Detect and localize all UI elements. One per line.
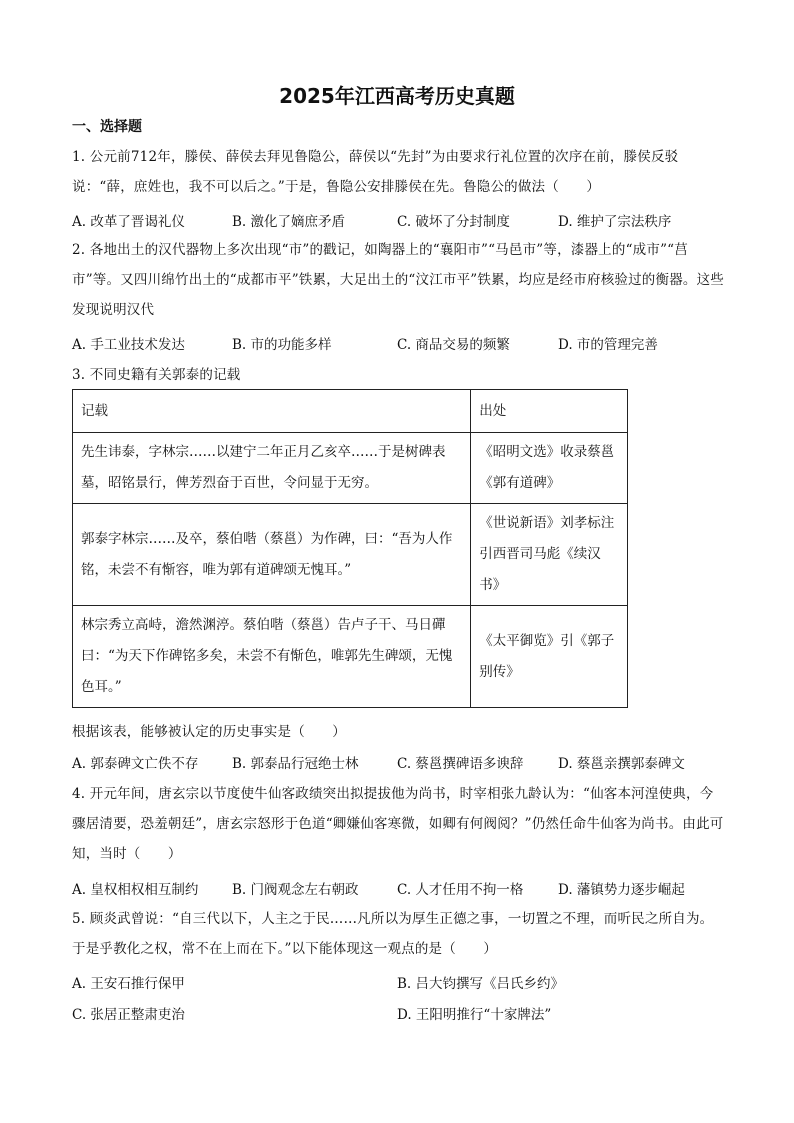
- question-1-stem: 1. 公元前712年，滕侯、薛侯去拜见鲁隐公，薛侯以“先封”为由要求行礼位置的次序在前，滕侯反驳说：“薛，庶姓也，我不可以后之。”于是，鲁隐公安排滕侯在先。鲁隐公的做法（ ）: [72, 149, 679, 195]
- table-cell-record: 郭泰字林宗……及卒，蔡伯喈（蔡邕）为作碑，曰：“吾为人作铭，未尝不有惭容，唯为郭有道碑颂无愧耳。”: [73, 504, 471, 606]
- table-cell-source: 《昭明文选》收录蔡邕《郭有道碑》: [471, 433, 628, 504]
- question-3-followup: 根据该表，能够被认定的历史事实是（ ）: [72, 724, 346, 740]
- option-c[interactable]: C. 蔡邕撰碑语多谀辞: [397, 756, 524, 772]
- option-b[interactable]: B. 门阀观念左右朝政: [232, 882, 359, 898]
- table-header-cell: 出处: [471, 390, 628, 433]
- option-c[interactable]: C. 破坏了分封制度: [397, 214, 510, 230]
- option-c[interactable]: C. 商品交易的频繁: [397, 337, 510, 353]
- option-d[interactable]: D. 市的管理完善: [558, 337, 658, 353]
- question-1-options: [72, 210, 724, 234]
- option-d[interactable]: D. 王阳明推行“十家牌法”: [397, 1007, 552, 1023]
- table-row: [73, 606, 628, 708]
- section-heading: 一、选择题: [72, 119, 142, 135]
- table-row: [73, 504, 628, 606]
- question-2-options: [72, 333, 724, 357]
- option-a[interactable]: A. 手工业技术发达: [72, 337, 185, 353]
- table-row: [73, 433, 628, 504]
- option-a[interactable]: A. 郭泰碑文亡佚不存: [72, 756, 199, 772]
- option-b[interactable]: B. 吕大钧撰写《吕氏乡约》: [397, 976, 565, 992]
- question-3-options: [72, 752, 724, 776]
- page-title: 2025年江西高考历史真题: [279, 84, 515, 108]
- table-cell-record: 林宗秀立高峙，澹然渊渟。蔡伯喈（蔡邕）告卢子干、马日磾曰：“为天下作碑铭多矣，未尝不有惭色，唯郭先生碑颂，无愧色耳。”: [73, 606, 471, 708]
- option-a[interactable]: A. 改革了晋谒礼仪: [72, 214, 185, 230]
- option-b[interactable]: B. 激化了嫡庶矛盾: [232, 214, 346, 230]
- table-header-cell: 记载: [73, 390, 471, 433]
- question-4-options: [72, 878, 724, 902]
- option-a[interactable]: A. 皇权相权相互制约: [72, 882, 199, 898]
- records-table: [72, 389, 628, 708]
- question-5-stem: 5. 顾炎武曾说：“自三代以下，人主之于民……凡所以为厚生正德之事，一切置之不理，而听民之所自为。于是乎教化之权，常不在上而在下。”以下能体现这一观点的是（ ）: [72, 911, 714, 957]
- question-5-options: [72, 972, 724, 1032]
- option-b[interactable]: B. 郭泰品行冠绝士林: [232, 756, 359, 772]
- option-d[interactable]: D. 蔡邕亲撰郭泰碑文: [558, 756, 685, 772]
- option-a[interactable]: A. 王安石推行保甲: [72, 976, 185, 992]
- table-cell-source: 《世说新语》刘孝标注引西晋司马彪《续汉书》: [471, 504, 628, 606]
- question-2-stem: 2. 各地出土的汉代器物上多次出现“市”的戳记，如陶器上的“襄阳市”“马邑市”等，漆器上的“成市”“莒市”等。又四川绵竹出土的“成都市平”铁累，大足出土的“汶江市平”铁累，均应是经市府核验过的衡器。这些发现说明汉代: [72, 242, 725, 318]
- question-3-stem: 3. 不同史籍有关郭泰的记载: [72, 367, 241, 383]
- table-cell-record: 先生讳泰，字林宗……以建宁二年正月乙亥卒……于是树碑表墓，昭铭景行，俾芳烈奋于百世，令问显于无穷。: [73, 433, 471, 504]
- option-d[interactable]: D. 藩镇势力逐步崛起: [558, 882, 685, 898]
- option-b[interactable]: B. 市的功能多样: [232, 337, 332, 353]
- option-c[interactable]: C. 张居正整肃吏治: [72, 1007, 185, 1023]
- option-d[interactable]: D. 维护了宗法秩序: [558, 214, 672, 230]
- table-cell-source: 《太平御览》引《郭子别传》: [471, 606, 628, 708]
- question-4-stem: 4. 开元年间，唐玄宗以节度使牛仙客政绩突出拟提拔他为尚书，时宰相张九龄认为：“仙客本河湟使典，今骤居清要，恐羞朝廷”，唐玄宗怒形于色道“卿嫌仙客寒微，如卿有何阀阅？”仍然任命牛仙客为尚书。由此可知，当时（ ）: [72, 786, 724, 862]
- option-c[interactable]: C. 人才任用不拘一格: [397, 882, 524, 898]
- table-header-row: [73, 390, 628, 433]
